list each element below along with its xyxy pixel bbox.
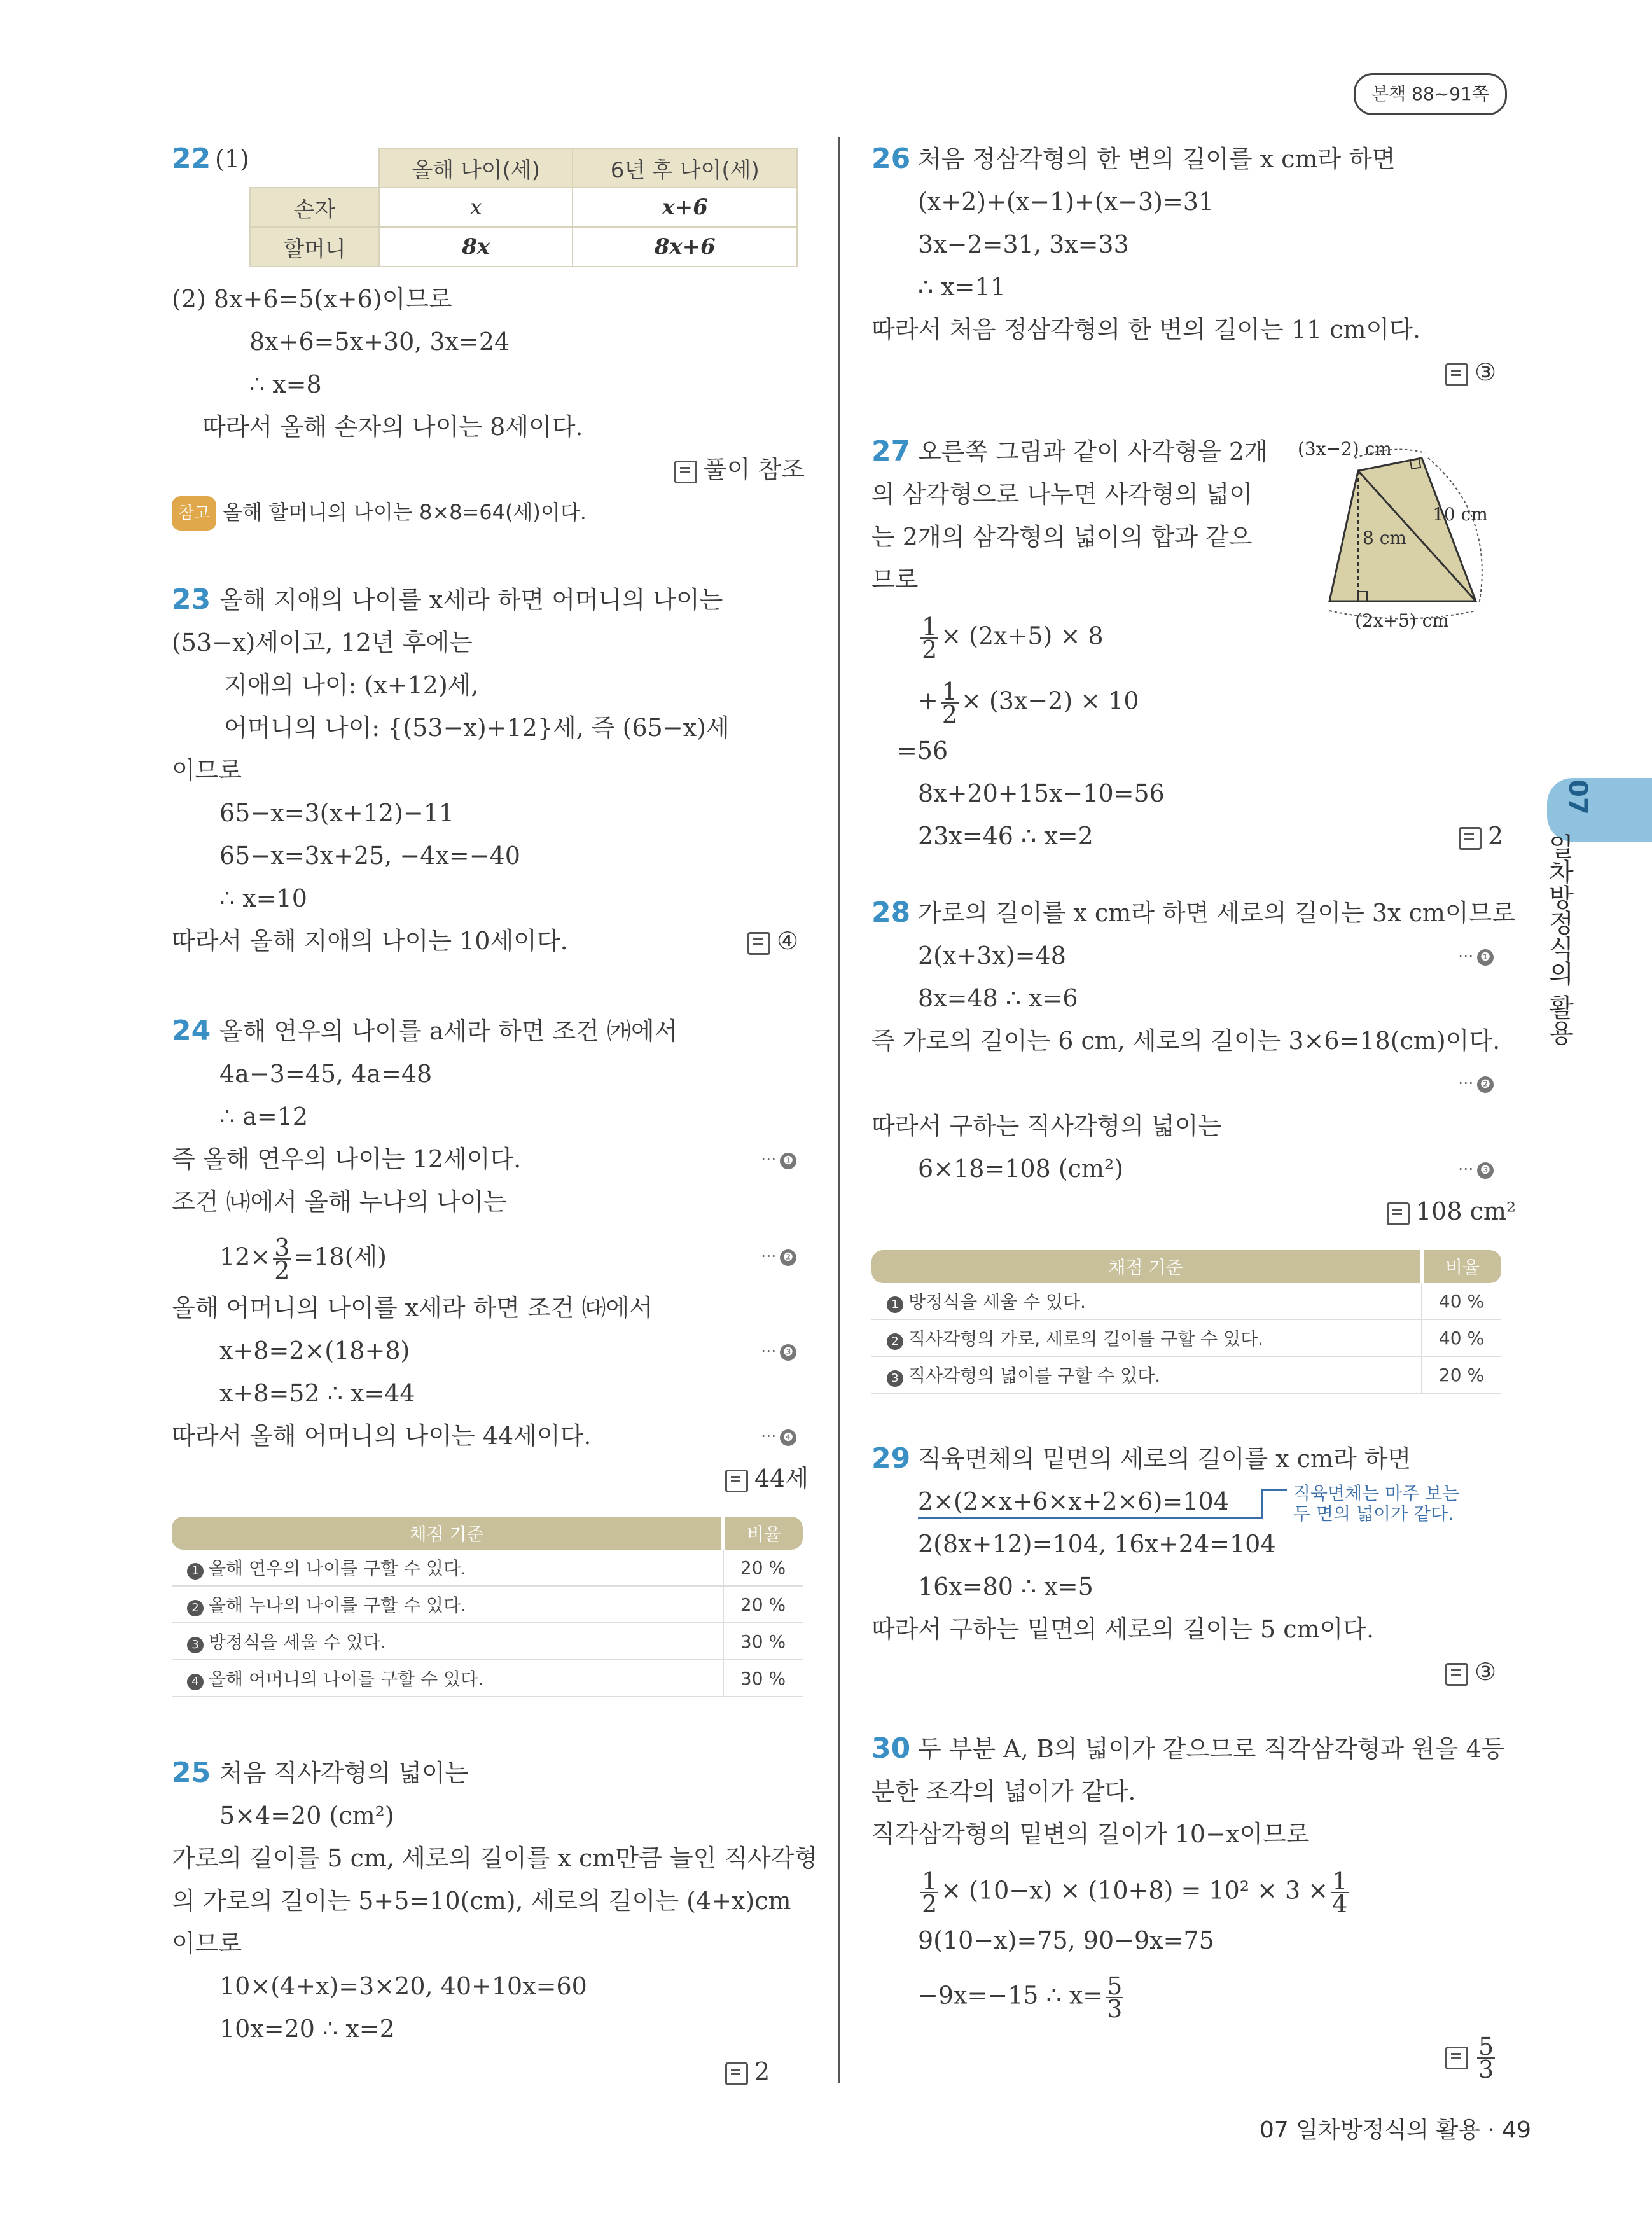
p26-line: (x+2)+(x−1)+(x−3)=31 bbox=[918, 188, 1214, 216]
p27-line: $\frac{1}{2}$ × (2x+5) × 8 bbox=[922, 613, 1104, 664]
grading-row: 3 직사각형의 넓이를 구할 수 있다. bbox=[871, 1356, 1422, 1393]
p22-table-row-label: 손자 bbox=[250, 188, 379, 227]
p22-note-text: 올해 할머니의 나이는 8×8=64(세)이다. bbox=[223, 500, 587, 524]
p27-line: =56 bbox=[897, 737, 948, 765]
problem-number-28: 28 bbox=[871, 896, 911, 929]
p22-table-row-label: 할머니 bbox=[250, 227, 379, 267]
grading-pct: 40 % bbox=[1422, 1283, 1501, 1319]
p30-line: 직각삼각형의 밑변의 길이가 10−x이므로 bbox=[871, 1820, 1310, 1848]
answer-icon bbox=[674, 461, 697, 483]
p25-line: 5×4=20 (cm²) bbox=[219, 1802, 394, 1830]
p26-line: 3x−2=31, 3x=33 bbox=[918, 230, 1129, 258]
problem-number-24: 24 bbox=[172, 1015, 211, 1047]
p22-line: 따라서 올해 손자의 나이는 8세이다. bbox=[202, 413, 583, 441]
grading-row: 4 올해 어머니의 나이를 구할 수 있다. bbox=[172, 1660, 723, 1697]
p24-line: x+8=52 ∴ x=44 bbox=[219, 1379, 415, 1407]
p28-line: 따라서 구하는 직사각형의 넓이는 bbox=[871, 1112, 1222, 1140]
problem-number-26: 26 bbox=[871, 142, 911, 175]
grading-row: 3 방정식을 세울 수 있다. bbox=[172, 1623, 723, 1660]
grading-pct: 30 % bbox=[723, 1623, 803, 1660]
p27-line: + $\frac{1}{2}$ × (3x−2) × 10 bbox=[918, 678, 1139, 728]
p24-line: 따라서 올해 어머니의 나이는 44세이다. bbox=[172, 1422, 592, 1450]
p27-answer bbox=[1459, 820, 1503, 852]
answer-icon bbox=[1445, 363, 1468, 386]
problem-number-27: 27 bbox=[871, 435, 911, 468]
p28-answer bbox=[1387, 1195, 1516, 1227]
grading-pct: 20 % bbox=[723, 1550, 803, 1586]
p22-table-header: 올해 나이(세) bbox=[379, 148, 573, 188]
underline-bracket bbox=[1261, 1489, 1263, 1519]
p27-line: 는 2개의 삼각형의 넓이의 합과 같으 bbox=[871, 523, 1253, 551]
p26-answer bbox=[1445, 356, 1496, 388]
p22-age-table bbox=[249, 148, 798, 267]
p27-answer-text: 2 bbox=[1488, 822, 1504, 850]
grading-pct: 40 % bbox=[1422, 1319, 1501, 1356]
p26-line: 처음 정삼각형의 한 변의 길이를 x cm라 하면 bbox=[918, 145, 1396, 173]
answer-icon bbox=[747, 932, 770, 955]
p26-answer-text: ③ bbox=[1475, 358, 1497, 386]
p25-line: 의 가로의 길이는 5+5=10(cm), 세로의 길이는 (4+x)cm bbox=[172, 1887, 791, 1915]
p29-side-note-line: 두 면의 넓이가 같다. bbox=[1293, 1503, 1454, 1524]
p30-line: −9x=−15 ∴ x= $\frac{5}{3}$ bbox=[918, 1972, 1123, 2023]
p23-line: 어머니의 나이: {(53−x)+12}세, 즉 (65−x)세 bbox=[224, 714, 730, 742]
p29-line: 직육면체의 밑면의 세로의 길이를 x cm라 하면 bbox=[918, 1445, 1412, 1473]
fraction: $\frac{1}{2}$ bbox=[922, 1867, 938, 1918]
grading-header: 비율 bbox=[723, 1517, 803, 1550]
p24-grading-table bbox=[172, 1517, 803, 1697]
p24-line: 4a−3=45, 4a=48 bbox=[219, 1060, 433, 1088]
fraction: $\frac{1}{2}$ bbox=[922, 613, 938, 664]
p30-answer bbox=[1445, 2033, 1497, 2083]
figure-label-height: 8 cm bbox=[1363, 527, 1406, 548]
p22-table-cell: x bbox=[379, 188, 573, 227]
p27-line: 므로 bbox=[871, 566, 919, 594]
fraction: $\frac{1}{2}$ bbox=[941, 678, 958, 728]
answer-icon bbox=[725, 2062, 748, 2085]
p23-answer bbox=[747, 925, 798, 957]
grading-header: 비율 bbox=[1422, 1250, 1501, 1283]
p29-line: 따라서 구하는 밑면의 세로의 길이는 5 cm이다. bbox=[871, 1615, 1375, 1643]
step-marker: ⋯ ❶ bbox=[1458, 947, 1494, 966]
fraction: $\frac{5}{3}$ bbox=[1107, 1972, 1123, 2023]
p24-line: x+8=2×(18+8) bbox=[219, 1337, 410, 1365]
p28-line: 가로의 길이를 x cm라 하면 세로의 길이는 3x cm이므로 bbox=[918, 899, 1516, 927]
p25-line: 처음 직사각형의 넓이는 bbox=[219, 1759, 469, 1787]
p23-line: 따라서 올해 지애의 나이는 10세이다. bbox=[172, 927, 568, 955]
p23-line: 65−x=3x+25, −4x=−40 bbox=[219, 842, 520, 870]
p24-answer bbox=[725, 1463, 809, 1494]
p27-line: 8x+20+15x−10=56 bbox=[918, 779, 1165, 807]
p28-answer-text: 108 cm² bbox=[1416, 1197, 1517, 1225]
fraction: $\frac{1}{4}$ bbox=[1332, 1867, 1348, 1918]
p25-line: 10x=20 ∴ x=2 bbox=[219, 2015, 395, 2043]
underline-bracket bbox=[1261, 1489, 1287, 1491]
figure-label-right: 10 cm bbox=[1433, 504, 1488, 525]
p28-line: 6×18=108 (cm²) bbox=[918, 1155, 1124, 1183]
p22-answer bbox=[674, 454, 805, 485]
p29-side-note-line: 직육면체는 마주 보는 bbox=[1293, 1483, 1460, 1504]
p28-grading-table bbox=[871, 1250, 1501, 1394]
page-reference-badge: 본책 88~91쪽 bbox=[1354, 73, 1507, 115]
p24-line: ∴ a=12 bbox=[219, 1102, 309, 1130]
p30-line: 9(10−x)=75, 90−9x=75 bbox=[918, 1926, 1214, 1954]
answer-icon bbox=[1459, 827, 1482, 850]
answer-icon bbox=[1445, 1663, 1468, 1686]
p27-line: 오른쪽 그림과 같이 사각형을 2개 bbox=[918, 438, 1268, 466]
chapter-tab-number: 07 bbox=[1563, 779, 1592, 815]
grading-header: 채점 기준 bbox=[172, 1517, 723, 1550]
p22-line: 8x+6=5x+30, 3x=24 bbox=[249, 328, 510, 356]
grading-pct: 20 % bbox=[1422, 1356, 1501, 1393]
p24-line: 올해 연우의 나이를 a세라 하면 조건 ㈎에서 bbox=[219, 1017, 678, 1045]
p24-line: 조건 ㈏에서 올해 누나의 나이는 bbox=[172, 1188, 507, 1216]
p29-line: 16x=80 ∴ x=5 bbox=[918, 1573, 1093, 1601]
p24-line: 즉 올해 연우의 나이는 12세이다. bbox=[172, 1145, 522, 1173]
p24-frac-prefix: 12× bbox=[219, 1242, 271, 1271]
p25-line: 10×(4+x)=3×20, 40+10x=60 bbox=[219, 1972, 587, 2000]
answer-icon bbox=[1387, 1202, 1410, 1225]
p28-line: 즉 가로의 길이는 6 cm, 세로의 길이는 3×6=18(cm)이다. bbox=[871, 1027, 1501, 1055]
problem-number-22: 22 bbox=[172, 142, 211, 175]
p22-part1-label: (1) bbox=[215, 145, 249, 173]
step-marker: ⋯ ❸ bbox=[761, 1342, 796, 1361]
p29-side-note bbox=[1293, 1484, 1459, 1524]
p23-line: ∴ x=10 bbox=[219, 884, 307, 912]
grading-row: 1 올해 연우의 나이를 구할 수 있다. bbox=[172, 1550, 723, 1586]
p22-table-corner bbox=[250, 148, 379, 188]
figure-label-top: (3x−2) cm bbox=[1298, 438, 1392, 459]
problem-number-25: 25 bbox=[172, 1756, 211, 1789]
p24-answer-text: 44세 bbox=[754, 1464, 809, 1492]
p29-line: 2(8x+12)=104, 16x+24=104 bbox=[918, 1530, 1276, 1558]
p24-frac-suffix: =18(세) bbox=[293, 1242, 387, 1271]
step-marker: ⋯ ❷ bbox=[1458, 1074, 1494, 1093]
chapter-tab-title: 일차방정식의 활용 bbox=[1544, 833, 1574, 1045]
p23-line: (53−x)세이고, 12년 후에는 bbox=[172, 629, 473, 657]
page-footer: 07 일차방정식의 활용 · 49 bbox=[1260, 2117, 1532, 2143]
p29-answer bbox=[1445, 1656, 1496, 1688]
underline-bracket bbox=[918, 1517, 1261, 1519]
step-marker: ⋯ ❸ bbox=[1458, 1160, 1494, 1179]
p26-line: 따라서 처음 정삼각형의 한 변의 길이는 11 cm이다. bbox=[871, 316, 1421, 344]
p23-answer-text: ④ bbox=[777, 927, 799, 955]
fraction: $\frac{3}{2}$ bbox=[274, 1234, 290, 1284]
step-marker: ⋯ ❷ bbox=[761, 1247, 796, 1266]
answer-icon bbox=[1445, 2047, 1468, 2069]
figure-label-bottom: (2x+5) cm bbox=[1355, 610, 1449, 631]
grading-row: 2 직사각형의 가로, 세로의 길이를 구할 수 있다. bbox=[871, 1319, 1422, 1356]
p22-line: (2) 8x+6=5(x+6)이므로 bbox=[172, 285, 452, 313]
p28-line: 8x=48 ∴ x=6 bbox=[918, 984, 1078, 1012]
p27-line: 23x=46 ∴ x=2 bbox=[918, 822, 1093, 850]
p22-table-cell: 8x bbox=[379, 227, 573, 267]
p22-answer-text: 풀이 참조 bbox=[704, 455, 805, 483]
grading-header: 채점 기준 bbox=[871, 1250, 1422, 1283]
p22-table-header: 6년 후 나이(세) bbox=[573, 148, 797, 188]
step-marker: ⋯ ❶ bbox=[761, 1150, 796, 1169]
p30-line: 두 부분 A, B의 넓이가 같으므로 직각삼각형과 원을 4등 bbox=[918, 1735, 1505, 1763]
fraction: $\frac{5}{3}$ bbox=[1478, 2033, 1494, 2083]
p26-line: ∴ x=11 bbox=[918, 273, 1006, 301]
p22-table-cell: 8x+6 bbox=[573, 227, 797, 267]
p22-table-cell: x+6 bbox=[573, 188, 797, 227]
p30-line: $\frac{1}{2}$ × (10−x) × (10+8) = 10² × 3 × $\frac{1}{4}$ bbox=[922, 1867, 1348, 1918]
problem-number-30: 30 bbox=[871, 1732, 911, 1765]
grading-row: 2 올해 누나의 나이를 구할 수 있다. bbox=[172, 1586, 723, 1623]
p25-line: 가로의 길이를 5 cm, 세로의 길이를 x cm만큼 늘인 직사각형 bbox=[172, 1844, 818, 1872]
step-marker: ⋯ ❹ bbox=[761, 1427, 796, 1446]
p22-note bbox=[172, 496, 587, 531]
grading-pct: 30 % bbox=[723, 1660, 803, 1697]
p23-line: 65−x=3(x+12)−11 bbox=[219, 799, 455, 827]
column-divider bbox=[838, 137, 840, 2083]
p22-line: ∴ x=8 bbox=[249, 370, 322, 398]
note-badge: 참고 bbox=[172, 496, 216, 531]
grading-pct: 20 % bbox=[723, 1586, 803, 1623]
p24-line: 올해 어머니의 나이를 x세라 하면 조건 ㈐에서 bbox=[172, 1294, 653, 1322]
problem-number-29: 29 bbox=[871, 1442, 911, 1475]
p23-line: 지애의 나이: (x+12)세, bbox=[224, 671, 479, 699]
answer-icon bbox=[725, 1470, 748, 1492]
p24-line bbox=[219, 1234, 387, 1284]
problem-number-23: 23 bbox=[172, 583, 211, 616]
p29-line: 2×(2×x+6×x+2×6)=104 bbox=[918, 1487, 1229, 1515]
quadrilateral-figure bbox=[1291, 433, 1501, 636]
grading-row: 1 방정식을 세울 수 있다. bbox=[871, 1283, 1422, 1319]
p23-line: 이므로 bbox=[172, 756, 242, 784]
p28-line: 2(x+3x)=48 bbox=[918, 942, 1066, 970]
p29-answer-text: ③ bbox=[1475, 1658, 1497, 1686]
p30-line: 분한 조각의 넓이가 같다. bbox=[871, 1777, 1136, 1805]
p27-line: 의 삼각형으로 나누면 사각형의 넓이 bbox=[871, 480, 1253, 508]
p25-line: 이므로 bbox=[172, 1929, 242, 1957]
p25-answer-text: 2 bbox=[754, 2057, 770, 2085]
p23-line: 올해 지애의 나이를 x세라 하면 어머니의 나이는 bbox=[219, 586, 723, 614]
p25-answer bbox=[725, 2055, 770, 2087]
